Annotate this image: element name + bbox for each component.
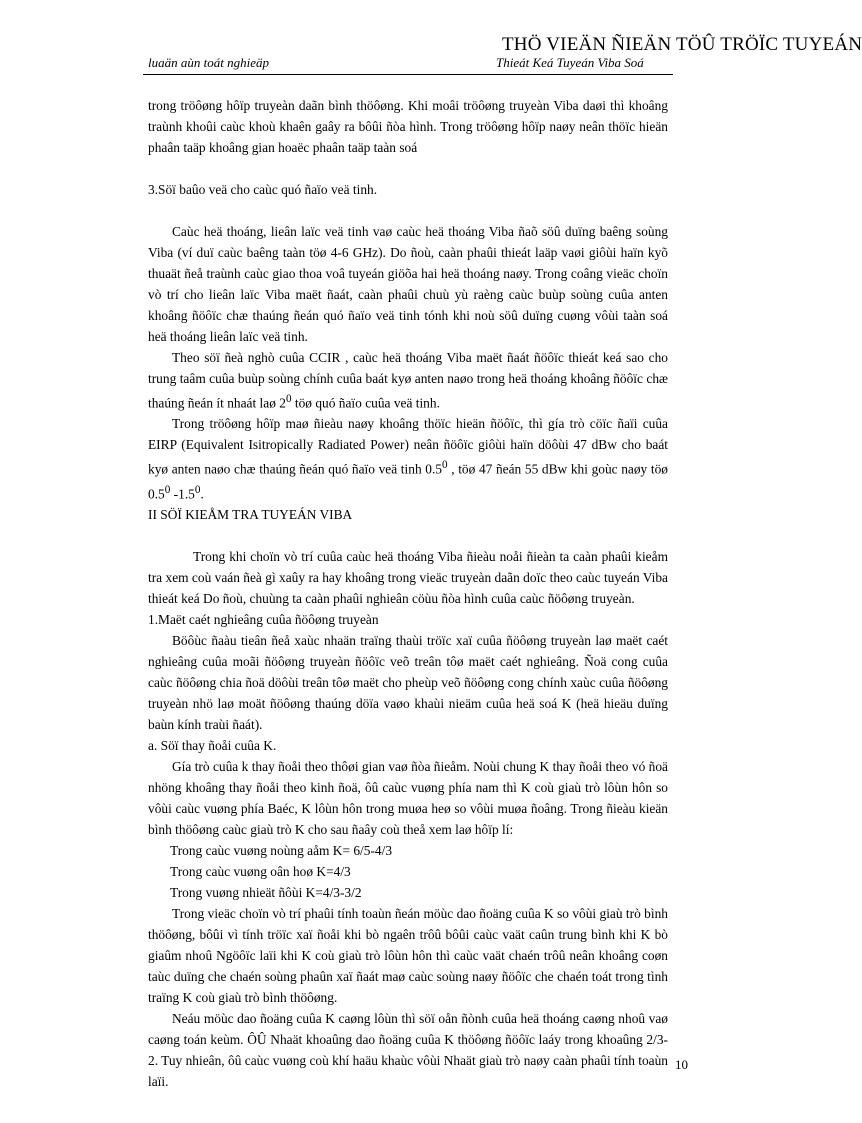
section-heading-ii: II SÖÏ KIEÅM TRA TUYEÁN VIBA — [148, 507, 353, 523]
section-heading-a: a. Söï thay ñoåi cuûa K. — [148, 738, 277, 754]
paragraph-4 — [148, 413, 668, 504]
degree-sup: 0 — [285, 393, 292, 405]
degree-sup: 0 — [164, 483, 171, 496]
section-heading-3: 3.Söï baûo veä cho caùc quó ñaïo veä tinh. — [148, 182, 378, 197]
spacer — [148, 200, 668, 221]
header-right-title: Thieát Keá Tuyeán Viba Soá — [496, 55, 644, 70]
paragraph-1: trong tröôøng hôïp truyeàn daãn bình thöôøng. Khi moâi tröôøng truyeàn Viba daøi thì khoâng traùnh khoûi caùc khoù khaên gaây ra bôûi ñòa hình. Trong tröôøng hôïp naøy neân thöïc hieän phaân taäp khoâng gian hoaëc phaân taäp taàn soá — [148, 98, 668, 155]
degree-sup: 0 — [194, 483, 201, 496]
paragraph-9: Neáu möùc dao ñoäng cuûa K caøng lôùn thì söï oån ñònh cuûa heä thoáng caøng nhoû vaø caøng toán keùm. ÔÛ Nhaät khoaûng dao ñoäng cuûa K thöôøng ñöôïc laáy trong khoaûng 2/3-2. Tuy nhieân, ôû caùc vuøng coù khí haäu khaùc vôùi Nhaät giaù trò naøy caàn phaûi tính toaùn laïi. — [148, 1011, 668, 1090]
k-value-line-1: Trong caùc vuøng noùng aåm K= 6/5-4/3 — [170, 843, 393, 859]
section-heading-1: 1.Maët caét nghieâng cuûa ñöôøng truyeàn — [148, 612, 379, 628]
paragraph-4-d: . — [200, 486, 204, 502]
k-value-line-2: Trong caùc vuøng oân hoø K=4/3 — [170, 864, 351, 880]
spacer — [148, 525, 668, 546]
header-rule — [143, 74, 673, 75]
paragraph-4-c: -1.5 — [170, 486, 195, 502]
paragraph-4-a: Trong tröôøng hôïp maø ñieàu naøy khoâng thöïc hieän ñöôïc, thì gía trò cöïc ñaïi cuûa EIRP (Equivalent Isitropically Radiated Power) neân ñöôïc giôùi haïn döôùi 47 dBw cho baát kyø anten naøo chæ thaúng ñeán quó ñaïo veä tinh 0.5 — [148, 416, 668, 477]
paragraph-8: Trong vieäc choïn vò trí phaûi tính toaùn ñeán möùc dao ñoäng cuûa K so vôùi giaù trò bình thöôøng, bôûi vì tính tröïc xaï ñoåi khi bò ngaên trôû bôûi caùc vaät caûn trung bình khi K bò giaûm nhoû Ngöôïc laïi khi K coù giaù trò lôùn hôn thì caùc vaät chaén trôû neân khoâng coøn taùc duïng che chaén soùng phaûn xaï ñaát maø caùc soùng naøy ñöôïc che chaén toát trong tình traïng K coù giaù trò bình thöôøng. — [148, 906, 668, 1006]
page-number: 10 — [675, 1057, 688, 1072]
spacer — [148, 158, 668, 179]
header-left-title: luaän aùn toát nghieäp — [148, 55, 269, 70]
paragraph-7: Gía trò cuûa k thay ñoåi theo thôøi gian vaø ñòa ñieåm. Noùi chung K thay ñoåi theo vó ñoä nhöng khoâng thay ñoåi theo kinh ñoä, ôû caùc vuøng phía nam thì K coù giaù trò lôùn hôn so vôùi caùc vuøng phía Baéc, K lôùn hôn trong muøa heø so vôùi muøa ñoâng. Trong ñieàu kieän bình thöôøng caùc giaù trò K cho sau ñaây coù theå xem laø hôïp lí: — [148, 759, 668, 838]
paragraph-5: Trong khi choïn vò trí cuûa caùc heä thoáng Viba ñieàu noåi ñieàn ta caàn phaûi kieåm tra xem coù vaán ñeà gì xaûy ra hay khoâng trong vieäc truyeàn daãn doïc theo caùc tuyeán Viba thieát keá Do ñoù, chuùng ta caàn phaûi nghieân cöùu ñòa hình cuûa caùc ñöôøng truyeàn. — [148, 549, 668, 607]
paragraph-2: Caùc heä thoáng, lieân laïc veä tinh vaø caùc heä thoáng Viba ñaõ söû duïng baêng soùng Viba (ví duï caùc baêng taàn töø 4-6 GHz). Do ñoù, caàn phaûi thieát laäp vaøi giôùi haïn kyõ thuaät ñeå traùnh caùc giao thoa voâ tuyeán giöõa hai heä thoáng naøy. Trong coâng vieäc choïn vò trí cho lieân laïc Viba maët ñaát, caàn phaûi chuù yù raèng caùc buùp soùng cuûa anten khoâng ñöôïc chæ thaúng ñeán quó ñaïo veä tinh tónh khi noù söû duïng cuøng vôùi taàn soá heä thoáng lieân laïc veä tinh. — [148, 224, 668, 344]
library-banner: THÖ VIEÄN ÑIEÄN TÖÛ TRÖÏC TUYEÁN — [502, 34, 862, 55]
degree-sup: 0 — [442, 459, 448, 472]
paragraph-3-text: Theo söï ñeà nghò cuûa CCIR , caùc heä thoáng Viba maët ñaát ñöôïc thieát keá sao cho trung taâm cuûa buùp soùng chính cuûa baát kyø anten naøo trong heä thoáng khoâng ñöôïc chæ thaúng ñeán ít nhaát laø 2 — [148, 350, 668, 411]
k-value-line-3: Trong vuøng nhieät ñôùi K=4/3-3/2 — [170, 885, 362, 901]
paragraph-3-end: töø quó ñaïo cuûa veä tinh. — [291, 395, 440, 411]
paragraph-3 — [148, 347, 668, 413]
paragraph-4-b: , töø 47 ñeán 55 dBw khi goùc naøy töø 0.5 — [148, 461, 668, 502]
body-text — [148, 95, 668, 1092]
paragraph-6: Böôùc ñaàu tieân ñeå xaùc nhaän traïng thaùi tröïc xaï cuûa ñöôøng truyeàn laø maët caét nghieâng cuûa moãi ñöôøng truyeàn ñöôïc veõ treân tôø maët caét nghieâng. Ñoä cong cuûa caùc ñöôøng chia ñoä döôùi treân tôø maët cho pheùp veõ ñöôøng cong chính xaùc cuûa ñöôøng truyeàn nhö laø moät ñöôøng thaúng döïa vaøo khaùi nieäm cuûa heä soá K (heä hieäu duïng baùn kính traùi ñaát). — [148, 633, 668, 733]
